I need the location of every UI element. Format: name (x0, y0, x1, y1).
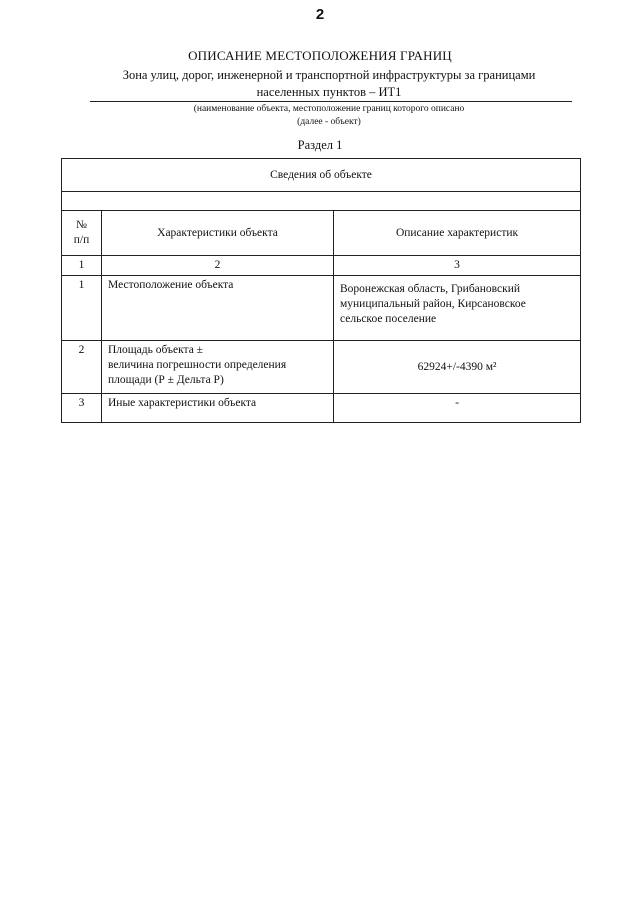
document-subtitle (86, 67, 572, 101)
column-number-1: 1 (62, 256, 102, 276)
row-characteristic: Иные характеристики объекта (102, 394, 334, 423)
column-number-3: 3 (334, 256, 581, 276)
row-num: 2 (62, 341, 102, 394)
description-line: муниципальный район, Кирсановское (340, 298, 526, 310)
row-description (334, 276, 581, 341)
table-row (62, 394, 581, 423)
table-row (62, 341, 581, 394)
characteristic-line: площади (Р ± Дельта Р) (108, 374, 224, 386)
section-label: Раздел 1 (297, 138, 343, 152)
subtitle-line-2: населенных пунктов – ИТ1 (256, 85, 402, 99)
column-number-row (62, 256, 581, 276)
underline-rule (90, 101, 572, 102)
row-description: - (334, 394, 581, 423)
description-line: Воронежская область, Грибановский (340, 283, 521, 295)
header-description: Описание характеристик (334, 211, 581, 256)
empty-cell (62, 192, 581, 211)
table-caption: Сведения об объекте (62, 159, 581, 192)
header-num-line-2: п/п (73, 234, 90, 246)
page-number: 2 (315, 6, 325, 23)
subtitle-line-1: Зона улиц, дорог, инженерной и транспортной инфраструктуры за границами (122, 68, 536, 82)
document-title: ОПИСАНИЕ МЕСТОПОЛОЖЕНИЯ ГРАНИЦ (188, 48, 452, 63)
table-row (62, 276, 581, 341)
header-num (62, 211, 102, 256)
row-characteristic: Местоположение объекта (102, 276, 334, 341)
header-num-line-1: № (76, 219, 87, 231)
note-line-2: (далее - объект) (297, 116, 361, 127)
description-line: сельское поселение (340, 313, 437, 325)
column-header-row (62, 211, 581, 256)
row-num: 1 (62, 276, 102, 341)
characteristic-line: Площадь объекта ± (108, 344, 203, 356)
document-note (86, 103, 572, 128)
characteristic-line: величина погрешности определения (108, 359, 287, 371)
table-caption-row (62, 159, 581, 192)
note-line-1: (наименование объекта, местоположение границ которого описано (193, 104, 465, 114)
row-characteristic (102, 341, 334, 394)
header-characteristic: Характеристики объекта (102, 211, 334, 256)
column-number-2: 2 (102, 256, 334, 276)
object-info-table (61, 158, 581, 423)
row-num: 3 (62, 394, 102, 423)
table-empty-row (62, 192, 581, 211)
row-description: 62924+/-4390 м² (334, 341, 581, 394)
